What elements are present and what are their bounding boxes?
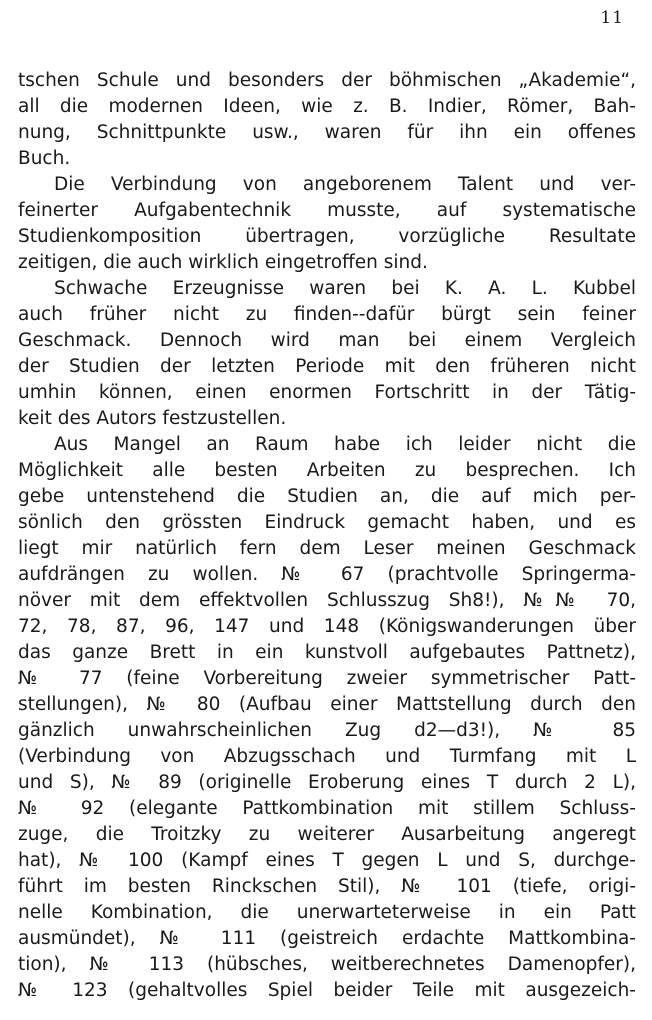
text-line: nelle Kombination, die unerwarteterweise in ein Patt — [18, 902, 636, 923]
text-line: aufdrängen zu wollen. № 67 (prachtvolle Springerma- — [18, 564, 636, 585]
text-line: das ganze Brett in ein kunstvoll aufgebautes Pattnetz), — [18, 642, 636, 663]
text-line: gänzlich unwahrscheinlichen Zug d2—d3!), № 85 — [18, 720, 636, 741]
text-line: zeitigen, die auch wirklich eingetroffen sind. — [18, 252, 428, 273]
text-line: tion), № 113 (hübsches, weitberechnetes Damenopfer), — [18, 954, 636, 975]
text-line: sönlich den grössten Eindruck gemacht haben, und es — [18, 512, 636, 533]
text-line: Buch. — [18, 148, 71, 169]
text-line: all die modernen Ideen, wie z. B. Indier, Römer, Bah- — [18, 96, 636, 117]
text-line: und S), № 89 (originelle Eroberung eines T durch 2 L), — [18, 772, 636, 793]
text-line: stellungen), № 80 (Aufbau einer Mattstellung durch den — [18, 694, 636, 715]
text-line: Schwache Erzeugnisse waren bei K. A. L. Kubbel — [54, 278, 636, 299]
text-line: keit des Autors festzustellen. — [18, 408, 287, 429]
text-line: umhin können, einen enormen Fortschritt in der Tätig- — [18, 382, 636, 403]
text-line: Die Verbindung von angeborenem Talent und ver- — [54, 174, 636, 195]
text-line: Möglichkeit alle besten Arbeiten zu besprechen. Ich — [18, 460, 636, 481]
text-line: ausmündet), № 111 (geistreich erdachte Mattkombina- — [18, 928, 636, 949]
text-line: tschen Schule und besonders der böhmischen „Akademie“, — [18, 70, 636, 91]
text-line: hat), № 100 (Kampf eines T gegen L und S, durchge- — [18, 850, 636, 871]
text-line: zuge, die Troitzky zu weiterer Ausarbeitung angeregt — [18, 824, 636, 845]
body-text — [18, 68, 636, 1004]
text-line: liegt mir natürlich fern dem Leser meinen Geschmack — [18, 538, 636, 559]
text-line: feinerter Aufgabentechnik musste, auf systematische — [18, 200, 636, 221]
text-line: № 92 (elegante Pattkombination mit stillem Schluss- — [18, 798, 636, 819]
text-line: № 77 (feine Vorbereitung zweier symmetrischer Patt- — [18, 668, 636, 689]
text-line: auch früher nicht zu finden--dafür bürgt sein feiner — [18, 304, 636, 325]
text-line: führt im besten Rinckschen Stil), № 101 (tiefe, origi- — [18, 876, 636, 897]
text-line: 72, 78, 87, 96, 147 und 148 (Königswanderungen über — [18, 616, 636, 637]
text-line: Studienkomposition übertragen, vorzügliche Resultate — [18, 226, 636, 247]
page-number: 11 — [600, 8, 624, 28]
text-line: Geschmack. Dennoch wird man bei einem Vergleich — [18, 330, 636, 351]
text-line: Aus Mangel an Raum habe ich leider nicht die — [54, 434, 636, 455]
text-line: der Studien der letzten Periode mit den früheren nicht — [18, 356, 636, 377]
text-line: № 123 (gehaltvolles Spiel beider Teile mit ausgezeich- — [18, 980, 636, 1001]
text-line: növer mit dem effektvollen Schlusszug Sh8!), №№ 70, — [18, 590, 636, 611]
text-line: (Verbindung von Abzugsschach und Turmfang mit L — [18, 746, 636, 767]
text-line: gebe untenstehend die Studien an, die auf mich per- — [18, 486, 636, 507]
text-line: nung, Schnittpunkte usw., waren für ihn ein offenes — [18, 122, 636, 143]
